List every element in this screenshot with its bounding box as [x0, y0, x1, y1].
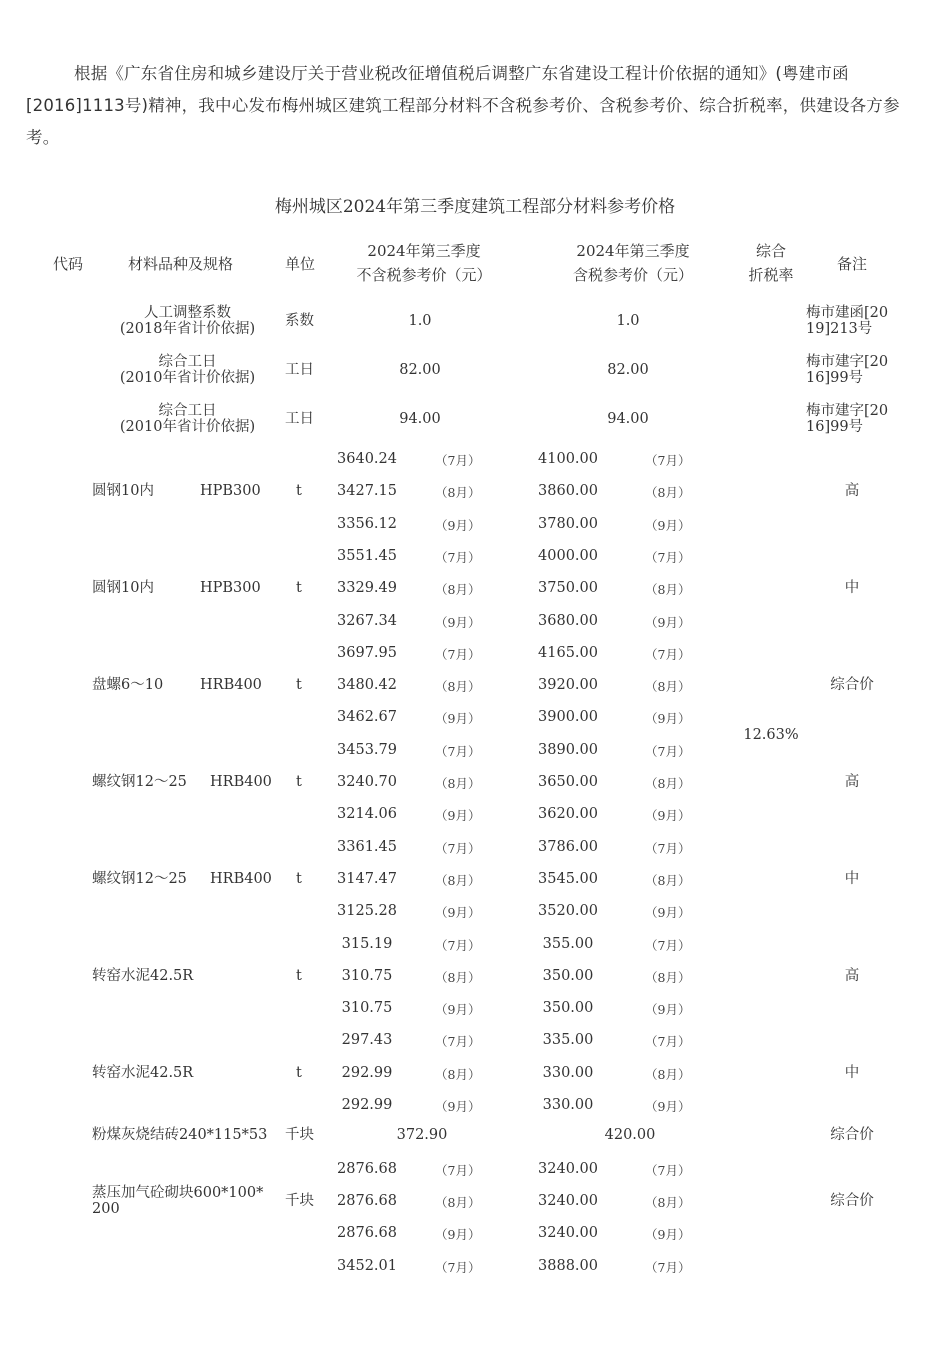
notax-price: 372.90 — [396, 1127, 448, 1144]
tax-price: 4165.00 — [538, 644, 598, 661]
tax-price: 3240.00 — [538, 1225, 598, 1242]
notax-price: 3267.34 — [337, 612, 397, 629]
unit-cell: t — [296, 967, 302, 984]
unit-cell: t — [296, 774, 302, 790]
tax-price: 350.00 — [542, 967, 594, 984]
month-label: （8月） — [645, 1066, 691, 1082]
notax-price: 3480.42 — [337, 677, 397, 694]
month-label: （7月） — [435, 646, 481, 662]
month-label: （9月） — [435, 711, 481, 727]
tax-price: 355.00 — [542, 935, 594, 952]
note-line1: 梅市建字[20 — [806, 403, 889, 419]
unit-cell: 千块 — [285, 1192, 314, 1209]
note-line2: 19]213号 — [806, 321, 873, 337]
note-cell: 综合价 — [830, 1127, 874, 1144]
material-name-note: (2018年省计价依据) — [119, 321, 256, 337]
material-name: 圆钢10内 — [92, 483, 154, 500]
unit-cell: t — [296, 1064, 302, 1081]
month-label: （9月） — [645, 711, 691, 727]
tax-price: 350.00 — [542, 1000, 594, 1017]
tax-price: 330.00 — [542, 1064, 594, 1081]
material-spec: HRB400 — [200, 677, 262, 694]
tax-price: 330.00 — [542, 1097, 594, 1113]
notax-price: 94.00 — [399, 411, 441, 427]
tax-price: 3890.00 — [538, 741, 598, 758]
month-label: （8月） — [645, 485, 691, 501]
month-label: （7月） — [645, 1034, 691, 1050]
material-spec: HPB300 — [200, 580, 261, 597]
month-label: （7月） — [645, 1259, 691, 1275]
notax-price: 3697.95 — [337, 644, 397, 661]
month-label: （9月） — [435, 1002, 481, 1018]
header-notax-line2: 不含税参考价（元） — [356, 266, 492, 284]
note-cell: 中 — [844, 1064, 860, 1081]
month-label: （9月） — [435, 1227, 481, 1243]
material-name: 综合工日 — [158, 403, 217, 419]
notax-price: 3452.01 — [337, 1257, 397, 1274]
note-line2: 16]99号 — [806, 419, 864, 435]
tax-price: 4000.00 — [538, 547, 598, 564]
notax-price: 3462.67 — [337, 709, 397, 726]
note-line2: 16]99号 — [806, 370, 864, 386]
month-label: （7月） — [435, 549, 481, 565]
notax-price: 2876.68 — [337, 1225, 397, 1242]
notax-price: 3427.15 — [337, 483, 397, 500]
notax-price: 2876.68 — [337, 1160, 397, 1177]
tax-price: 3786.00 — [538, 838, 598, 855]
material-name-note: (2010年省计价依据) — [119, 419, 256, 435]
month-label: （8月） — [435, 1066, 481, 1082]
tax-price: 3780.00 — [538, 515, 598, 532]
header-rate-line2: 折税率 — [748, 266, 794, 284]
material-name: 盘螺6～10 — [92, 677, 164, 694]
note-cell: 综合价 — [830, 1192, 874, 1209]
month-label: （9月） — [435, 1099, 481, 1114]
month-label: （9月） — [645, 808, 691, 824]
month-label: （7月） — [645, 646, 691, 662]
tax-price: 82.00 — [607, 362, 649, 378]
header-unit: 单位 — [285, 255, 316, 273]
unit-cell: 工日 — [285, 362, 314, 378]
note-cell: 高 — [844, 967, 860, 984]
month-label: （7月） — [645, 743, 691, 759]
month-label: （8月） — [645, 1194, 691, 1210]
month-label: （8月） — [435, 485, 481, 501]
month-label: （8月） — [435, 776, 481, 791]
header-note: 备注 — [836, 255, 867, 273]
note-cell: 高 — [844, 483, 860, 500]
header-rate-line1: 综合 — [755, 242, 786, 260]
material-name: 螺纹钢12～25 — [92, 774, 187, 790]
notax-price: 292.99 — [341, 1097, 393, 1113]
month-label: （9月） — [435, 517, 481, 533]
note-line1: 梅市建函[20 — [806, 305, 889, 321]
tax-price: 3680.00 — [538, 612, 598, 629]
notax-price: 3453.79 — [337, 741, 397, 758]
month-label: （8月） — [435, 679, 481, 695]
month-label: （9月） — [645, 614, 691, 630]
tax-price: 94.00 — [607, 411, 649, 427]
month-label: （8月） — [435, 872, 481, 888]
material-name-note: (2010年省计价依据) — [119, 370, 256, 386]
month-label: （8月） — [435, 969, 481, 985]
notax-price: 297.43 — [341, 1032, 393, 1049]
header-tax-line1: 2024年第三季度 — [576, 242, 690, 260]
material-spec: HRB400 — [210, 774, 272, 790]
notax-price: 3329.49 — [337, 580, 397, 597]
unit-cell: 工日 — [285, 411, 314, 427]
month-label: （8月） — [645, 872, 691, 888]
note-cell: 中 — [844, 580, 860, 597]
month-label: （8月） — [645, 582, 691, 598]
month-label: （7月） — [435, 453, 481, 468]
notax-price: 310.75 — [341, 1000, 393, 1017]
material-name: 综合工日 — [158, 354, 217, 370]
material-name: 粉煤灰烧结砖240*115*53 — [92, 1127, 268, 1144]
month-label: （9月） — [645, 905, 691, 921]
tax-price: 3888.00 — [538, 1257, 598, 1274]
note-line1: 梅市建字[20 — [806, 354, 889, 370]
tax-price: 3240.00 — [538, 1160, 598, 1177]
month-label: （7月） — [645, 453, 691, 468]
notax-price: 292.99 — [341, 1064, 393, 1081]
notax-price: 3640.24 — [337, 451, 397, 467]
intro-paragraph: 根据《广东省住房和城乡建设厅关于营业税改征增值税后调整广东省建设工程计价依据的通知》(粤建市函[2016]1113号)精神，我中心发布梅州城区建筑工程部分材料不含税参考价、含税参考价、综合折税率，供建设各方参考。 — [26, 64, 900, 147]
note-cell: 高 — [844, 774, 860, 790]
header-material: 材料品种及规格 — [128, 255, 234, 273]
month-label: （9月） — [435, 614, 481, 630]
month-label: （8月） — [645, 679, 691, 695]
material-name: 圆钢10内 — [92, 580, 154, 597]
month-label: （9月） — [435, 905, 481, 921]
notax-price: 3147.47 — [337, 870, 397, 887]
note-cell: 综合价 — [830, 677, 874, 694]
tax-price: 335.00 — [542, 1032, 594, 1049]
unit-cell: t — [296, 677, 302, 694]
month-label: （7月） — [645, 1162, 691, 1178]
month-label: （8月） — [435, 582, 481, 598]
notax-price: 315.19 — [341, 935, 393, 952]
tax-price: 3650.00 — [538, 774, 598, 790]
month-label: （7月） — [435, 1259, 481, 1275]
notax-price: 3240.70 — [337, 774, 397, 790]
month-label: （7月） — [435, 743, 481, 759]
tax-price: 3750.00 — [538, 580, 598, 597]
notax-price: 3214.06 — [337, 806, 397, 823]
header-tax-line2: 含税参考价（元） — [572, 266, 693, 284]
notax-price: 3551.45 — [337, 547, 397, 564]
month-label: （9月） — [645, 1099, 691, 1114]
material-name: 人工调整系数 — [144, 305, 231, 321]
tax-price: 1.0 — [616, 313, 640, 329]
month-label: （9月） — [645, 1227, 691, 1243]
tax-price: 3545.00 — [538, 870, 598, 887]
month-label: （7月） — [645, 549, 691, 565]
tax-price: 3920.00 — [538, 677, 598, 694]
tax-price: 3900.00 — [538, 709, 598, 726]
month-label: （8月） — [645, 969, 691, 985]
unit-cell: t — [296, 870, 302, 887]
month-label: （7月） — [435, 937, 481, 953]
material-name: 转窑水泥42.5R — [92, 1064, 194, 1081]
notax-price: 1.0 — [408, 313, 432, 329]
notax-price: 3361.45 — [337, 838, 397, 855]
material-name: 200 — [92, 1200, 120, 1217]
unit-cell: t — [296, 483, 302, 500]
tax-price: 3520.00 — [538, 903, 598, 920]
tax-rate: 12.63% — [743, 727, 799, 743]
tax-price: 3240.00 — [538, 1192, 598, 1209]
unit-cell: 系数 — [285, 313, 314, 329]
notax-price: 3356.12 — [337, 515, 397, 532]
notax-price: 82.00 — [399, 362, 441, 378]
material-spec: HRB400 — [210, 870, 272, 887]
month-label: （9月） — [435, 808, 481, 824]
material-name: 蒸压加气砼砌块600*100* — [92, 1184, 264, 1201]
material-spec: HPB300 — [200, 483, 261, 500]
tax-price: 4100.00 — [538, 451, 598, 467]
month-label: （7月） — [435, 1162, 481, 1178]
month-label: （7月） — [645, 840, 691, 856]
header-code: 代码 — [53, 255, 84, 273]
notax-price: 3125.28 — [337, 903, 397, 920]
header-notax-line1: 2024年第三季度 — [367, 242, 481, 260]
month-label: （9月） — [645, 517, 691, 533]
material-name: 螺纹钢12～25 — [92, 870, 187, 887]
month-label: （7月） — [435, 1034, 481, 1050]
tax-price: 3860.00 — [538, 483, 598, 500]
note-cell: 中 — [844, 870, 860, 887]
unit-cell: t — [296, 580, 302, 597]
unit-cell: 千块 — [285, 1127, 314, 1144]
page-title: 梅州城区2024年第三季度建筑工程部分材料参考价格 — [274, 197, 676, 217]
month-label: （7月） — [435, 840, 481, 856]
tax-price: 420.00 — [604, 1127, 656, 1144]
tax-price: 3620.00 — [538, 806, 598, 823]
notax-price: 310.75 — [341, 967, 393, 984]
month-label: （8月） — [645, 776, 691, 791]
notax-price: 2876.68 — [337, 1192, 397, 1209]
month-label: （9月） — [645, 1002, 691, 1018]
material-name: 转窑水泥42.5R — [92, 967, 194, 984]
month-label: （8月） — [435, 1194, 481, 1210]
month-label: （7月） — [645, 937, 691, 953]
